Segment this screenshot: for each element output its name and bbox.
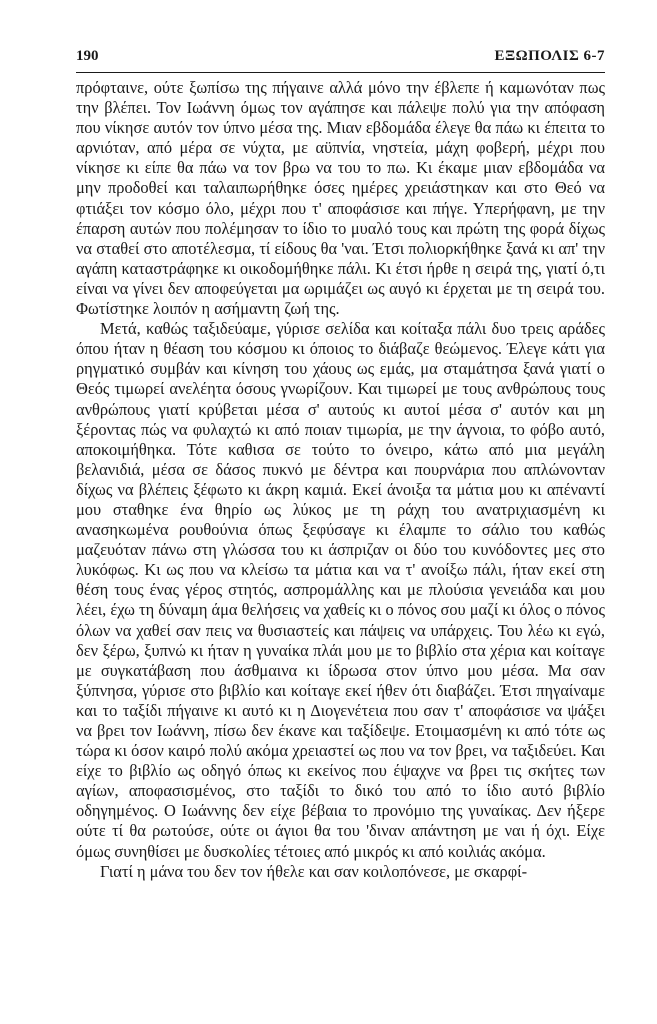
paragraph: Μετά, καθώς ταξιδεύαμε, γύρισε σελίδα και κοίταξα πάλι δυο τρεις αράδες όπου ήταν η θέαση του κόσμου κι όποιος το διάβαζε θεώμενος. Έλεγε κάτι για ρηγματικό συμβάν και κίνηση του χάους ως εμάς, μα σταμάτησα ξανά γιατί ο Θεός τιμωρεί ανελέητα όσους γνωρίζουν. Και τιμωρεί με τους ανθρώπους τους ανθρώπους γιατί κρύβεται μέσα σ' αυτούς κι αυτοί μέσα σ' αυτόν και μη ξέροντας πώς να φυλαχτώ κι από ποιαν τιμωρία, με την άγνοια, το φόβο αυτό, αποκοιμήθηκα. Τότε καθισα σε τούτο το όνειρο, κάτω από μια μεγάλη βελανιδιά, μέσα σε δάσος πυκνό με δέντρα και πουρνάρια που απλώνονταν δίχως να βλέπεις ξέφωτο κι άκρη καμιά. Εκεί άνοιξα τα μάτια μου κι απέναντί μου σταθηκε ένα θηρίο ως λύκος με τη ράχη του ανατριχιασμένη κι ανασηκωμένα ρουθούνια όπως ξεφύσαγε κι έλαμπε το σάλιο του καθώς μαζευόταν πάνω στη γλώσσα του κι άσπριζαν οι δύο του κυνόδοντες μες στο λυκόφως. Κι ως που να κλείσω τα μάτια και να τ' ανοίξω πάλι, ήταν εκεί στη θέση τους ένας γέρος στητός, ασπρομάλλης και με πλούσια γενειάδα και μου λέει, έχω τη δύναμη άμα θελήσεις να χαθείς κι ο πόνος σου μαζί κι όλος ο πόνος όλων να χαθεί σαν πεις να θυσιαστείς και πάψεις να υπάρχεις. Του λέω κι εγώ, δεν ξέρω, ξυπνώ κι ήταν η γυναίκα πλάι μου με το βιβλίο στα χέρια και κοίταγε με συγκατάβαση που άσθμαινα κι ίδρωσα στον ύπνο μου μέσα. Μα σαν ξύπνησα, γύρισε στο βιβλίο και κοίταγε εκεί ήθεν ότι διαβάζει. Έτσι πηγαίναμε και το ταξίδι πήγαινε κι αυτό κι η Διογενέτεια που σαν τ' αποφάσισε να ψάξει να βρει τον Ιωάννη, πίσω δεν έκανε και ταξίδεψε. Ετοιμασμένη κι από τότε ως τώρα κι όσον καιρό πολύ ακόμα χρειαστεί ως που να τον βρει, να ταξιδεύει. Και είχε το βιβλίο ως οδηγό όπως κι εκείνος που έψαχνε να βρει τις σκήτες των αγίων, αποφασισμένος, στο ταξίδι το δικό του από το ίδιο αυτό βιβλίο οδηγημένος. Ο Ιωάννης δεν είχε βέβαια το προνόμιο της γυναίκας. Δεν ήξερε ούτε τί θα ρωτούσε, ούτε οι άγιοι θα του 'διναν απάντηση με ναι ή όχι. Είχε όμως συνηθίσει με δυσκολίες τέτοιες από μικρός κι από κοιλιάς ακόμα. (76, 319, 605, 861)
paragraph: Γιατί η μάνα του δεν τον ήθελε και σαν κοιλοπόνεσε, με σκαρφί- (100, 861, 528, 881)
page-number: 190 (76, 48, 99, 64)
header-rule (76, 72, 605, 73)
page-header (76, 48, 605, 70)
running-title: ΕΞΩΠΟΛΙΣ 6-7 (494, 48, 605, 64)
paragraph: πρόφταινε, ούτε ξωπίσω της πήγαινε αλλά μόνο την έβλεπε ή καμωνόταν πως την βλέπει. Τον Ιωάννη όμως τον αγάπησε και πάλεψε πολύ για την απόφαση που νίκησε αυτόν τον ύπνο μέσα της. Μιαν εβδομάδα έλεγε θα πάω κι έπειτα το αρνιόταν, από μέρα σε νύχτα, με αϋπνία, νηστεία, μάχη φοβερή, μέχρι που νίκησε κι είπε θα πάω να τον βρω να του το πω. Κι έκαμε μιαν εβδομάδα να μην προδοθεί και ταλαιπωρήθηκε όσες ημέρες χρειάστηκαν και στο Θεό να φτιάξει τον κόσμο όλο, μέχρι που τ' αποφάσισε και πήγε. Υπερήφανη, με την έπαρση αυτών που πολέμησαν το ίδιο το μυαλό τους και πρώτη της φορά δίχως να σταθεί στο αποτέλεσμα, τί είδους θα 'ναι. Έτσι πολιορκήθηκε ξανά κι απ' την αγάπη καταστράφηκε κι οικοδομήθηκε πάλι. Κι έτσι ήρθε η σειρά της, γιατί ό,τι είναι να γίνει δεν αποφεύγεται μα ωριμάζει ως αυγό κι έρχεται με τη σειρά του. Φωτίστηκε λοιπόν η ασήμαντη ζωή της. (76, 78, 605, 319)
body-text (76, 78, 605, 882)
